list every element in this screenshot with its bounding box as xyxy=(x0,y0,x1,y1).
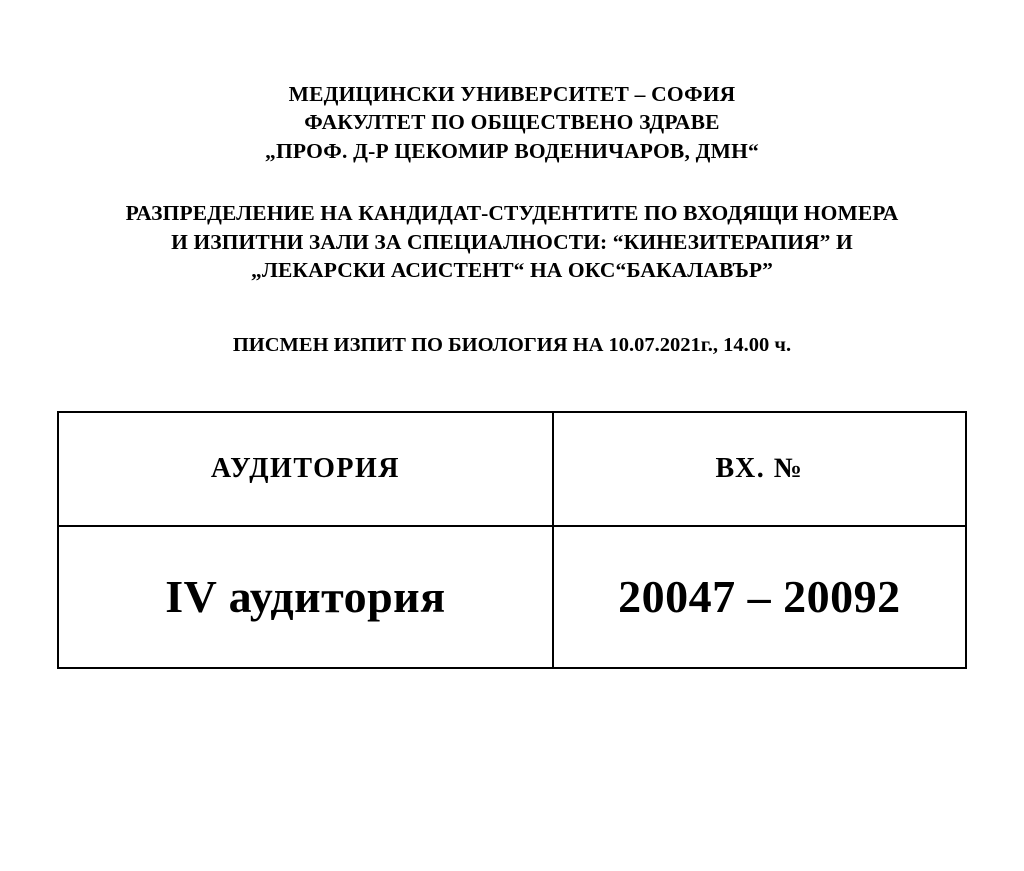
column-header-number: ВХ. № xyxy=(553,412,966,526)
exam-line-1: ПИСМЕН ИЗПИТ ПО БИОЛОГИЯ НА 10.07.2021г., 14.00 ч. xyxy=(232,334,792,357)
table-header-row xyxy=(58,412,966,526)
table-body xyxy=(58,526,966,668)
distribution-line-1: РАЗПРЕДЕЛЕНИЕ НА КАНДИДАТ-СТУДЕНТИТЕ ПО ВХОДЯЩИ НОМЕРА xyxy=(125,201,899,226)
document-page xyxy=(0,80,1024,871)
institution-header xyxy=(0,80,1024,165)
institution-line-3: „ПРОФ. Д-Р ЦЕКОМИР ВОДЕНИЧАРОВ, ДМН“ xyxy=(265,138,759,163)
table-row xyxy=(58,526,966,668)
distribution-title xyxy=(0,199,1024,284)
exam-info xyxy=(0,332,1024,359)
institution-line-1: МЕДИЦИНСКИ УНИВЕРСИТЕТ – СОФИЯ xyxy=(288,82,736,106)
column-header-hall: АУДИТОРИЯ xyxy=(58,412,553,526)
institution-line-2: ФАКУЛТЕТ ПО ОБЩЕСТВЕНО ЗДРАВЕ xyxy=(304,110,720,135)
distribution-line-3: „ЛЕКАРСКИ АСИСТЕНТ“ НА ОКС“БАКАЛАВЪР” xyxy=(251,257,773,282)
cell-number-range: 20047 – 20092 xyxy=(553,526,966,668)
allocation-table xyxy=(57,411,967,669)
allocation-table-wrapper xyxy=(0,411,1024,669)
table-head xyxy=(58,412,966,526)
distribution-line-2: И ИЗПИТНИ ЗАЛИ ЗА СПЕЦИАЛНОСТИ: “КИНЕЗИТЕРАПИЯ” И xyxy=(171,229,853,254)
cell-hall: IV аудитория xyxy=(58,526,553,668)
